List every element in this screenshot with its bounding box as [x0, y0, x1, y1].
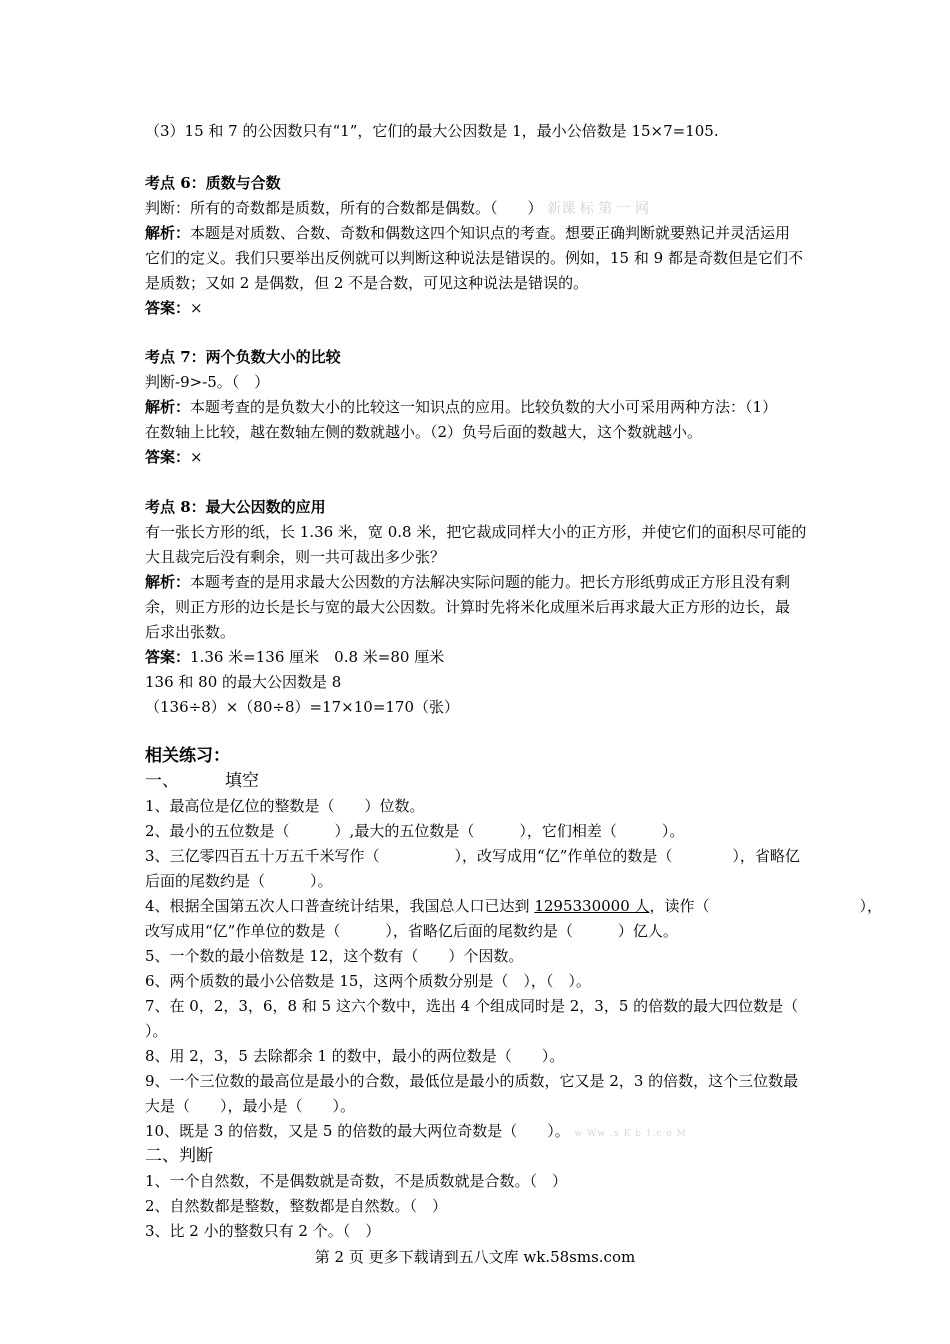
fill-q7-l2: ）。: [145, 1022, 168, 1040]
judge-q1: 1、一个自然数，不是偶数就是奇数，不是质数就是合数。（ ）: [145, 1172, 568, 1190]
fill-q8: 8、用 2，3，5 去除都余 1 的数中，最小的两位数是（ ）。: [145, 1047, 565, 1065]
k6-title: 考点 6：质数与合数: [145, 174, 281, 192]
k7-analysis-text-1: 本题考查的是负数大小的比较这一知识点的应用。比较负数的大小可采用两种方法：（1）: [190, 398, 778, 416]
k8-question-l2: 大且裁完后没有剩余，则一共可裁出多少张？: [145, 548, 446, 566]
k8-answer-l3: （136÷8）×（80÷8）=17×10=170（张）: [145, 698, 460, 716]
fill-q9-l2: 大是（ ），最小是（ ）。: [145, 1097, 356, 1115]
watermark-text: 新课 标 第 一 网: [547, 201, 650, 217]
intro-line: （3）15 和 7 的公因数只有“1”，它们的最大公因数是 1，最小公倍数是 15×7=105.: [145, 122, 719, 140]
k8-question-l1: 有一张长方形的纸，长 1.36 米，宽 0.8 米，把它裁成同样大小的正方形，并使它们的面积尽可能的: [145, 523, 807, 541]
k6-answer: [145, 298, 203, 318]
fill-q2: 2、最小的五位数是（ ）,最大的五位数是（ ），它们相差（ ）。: [145, 822, 685, 840]
judge-q3: 3、比 2 小的整数只有 2 个。（ ）: [145, 1222, 381, 1240]
fill-q5: 5、一个数的最小倍数是 12，这个数有（ ）个因数。: [145, 947, 524, 965]
fill-q1: 1、最高位是亿位的整数是（ ）位数。: [145, 797, 425, 815]
section-1-heading: [145, 771, 259, 791]
page-footer: 第 2 页 更多下载请到五八文库 wk.58sms.com: [314, 1248, 636, 1266]
k7-title: 考点 7：两个负数大小的比较: [145, 348, 341, 366]
k6-question: [145, 198, 649, 219]
k6-analysis-text-1: 本题是对质数、合数、奇数和偶数这四个知识点的考查。想要正确判断就要熟记并灵活运用: [190, 224, 791, 242]
k8-analysis-l2: 余，则正方形的边长是长与宽的最大公因数。计算时先将米化成厘米后再求最大正方形的边长，最: [145, 598, 791, 616]
k8-answer-text-1: 1.36 米=136 厘米 0.8 米=80 厘米: [190, 648, 445, 666]
analysis-label: 解析：: [145, 573, 191, 591]
fill-q10-text: 10、既是 3 的倍数，又是 5 的倍数的最大两位奇数是（ ）。: [145, 1122, 570, 1140]
fill-q7-l1: 7、在 0，2，3，6，8 和 5 这六个数中，选出 4 个组成同时是 2，3，5 的倍数的最大四位数是（: [145, 997, 799, 1015]
fill-q9-l1: 9、一个三位数的最高位是最小的合数，最低位是最小的质数，它又是 2，3 的倍数，这个三位数最: [145, 1072, 799, 1090]
fill-q4-pre: 4、根据全国第五次人口普查统计结果，我国总人口已达到: [145, 897, 535, 915]
k6-analysis-l2: 它们的定义。我们只要举出反例就可以判断这种说法是错误的。例如，15 和 9 都是奇数但是它们不: [145, 249, 803, 267]
fill-q4-l2: 改写成用“亿”作单位的数是（ ），省略亿后面的尾数约是（ ）亿人。: [145, 922, 678, 940]
k7-answer: [145, 447, 203, 467]
k6-analysis-l1: [145, 223, 790, 243]
k8-answer-l2: 136 和 80 的最大公因数是 8: [145, 673, 342, 691]
fill-q10: [145, 1121, 687, 1144]
k8-analysis-l1: [145, 572, 790, 592]
k7-analysis-l2: 在数轴上比较，越在数轴左侧的数就越小。（2）负号后面的数越大，这个数就越小。: [145, 423, 703, 441]
fill-q3-l1: 3、三亿零四百五十万五千米写作（ ），改写成用“亿”作单位的数是（ ），省略亿: [145, 847, 800, 865]
k7-question: 判断-9>-5。（ ）: [145, 373, 270, 391]
answer-label: 答案：: [145, 299, 191, 317]
k8-analysis-l3: 后求出张数。: [145, 623, 236, 641]
k6-analysis-l3: 是质数；又如 2 是偶数，但 2 不是合数，可见这种说法是错误的。: [145, 274, 589, 292]
fill-q4-l1: [145, 896, 882, 916]
k7-answer-value: ×: [190, 448, 203, 466]
practice-title: 相关练习：: [145, 746, 230, 766]
fill-q3-l2: 后面的尾数约是（ ）。: [145, 872, 333, 890]
k8-answer-l1: [145, 647, 444, 667]
fill-q6: 6、两个质数的最小公倍数是 15，这两个质数分别是（ ），（ ）。: [145, 972, 591, 990]
answer-label: 答案：: [145, 448, 191, 466]
analysis-label: 解析：: [145, 224, 191, 242]
section-1-title: 填空: [225, 771, 259, 791]
k6-question-text: 判断：所有的奇数都是质数，所有的合数都是偶数。（ ）: [145, 199, 543, 217]
judge-q2: 2、自然数都是整数，整数都是自然数。（ ）: [145, 1197, 448, 1215]
section-2-heading: 二、判断: [145, 1146, 213, 1166]
section-1-number: 一、: [145, 771, 179, 791]
k8-analysis-text-1: 本题考查的是用求最大公因数的方法解决实际问题的能力。把长方形纸剪成正方形且没有剩: [190, 573, 791, 591]
k8-title: 考点 8：最大公因数的应用: [145, 498, 326, 516]
watermark-text: w Ww .x K b 1.c o M: [574, 1129, 687, 1139]
population-figure: 1295330000 人: [534, 897, 650, 915]
k7-analysis-l1: [145, 397, 777, 417]
k6-answer-value: ×: [190, 299, 203, 317]
answer-label: 答案：: [145, 648, 191, 666]
fill-q4-post: ，读作（ ），: [649, 897, 883, 915]
analysis-label: 解析：: [145, 398, 191, 416]
